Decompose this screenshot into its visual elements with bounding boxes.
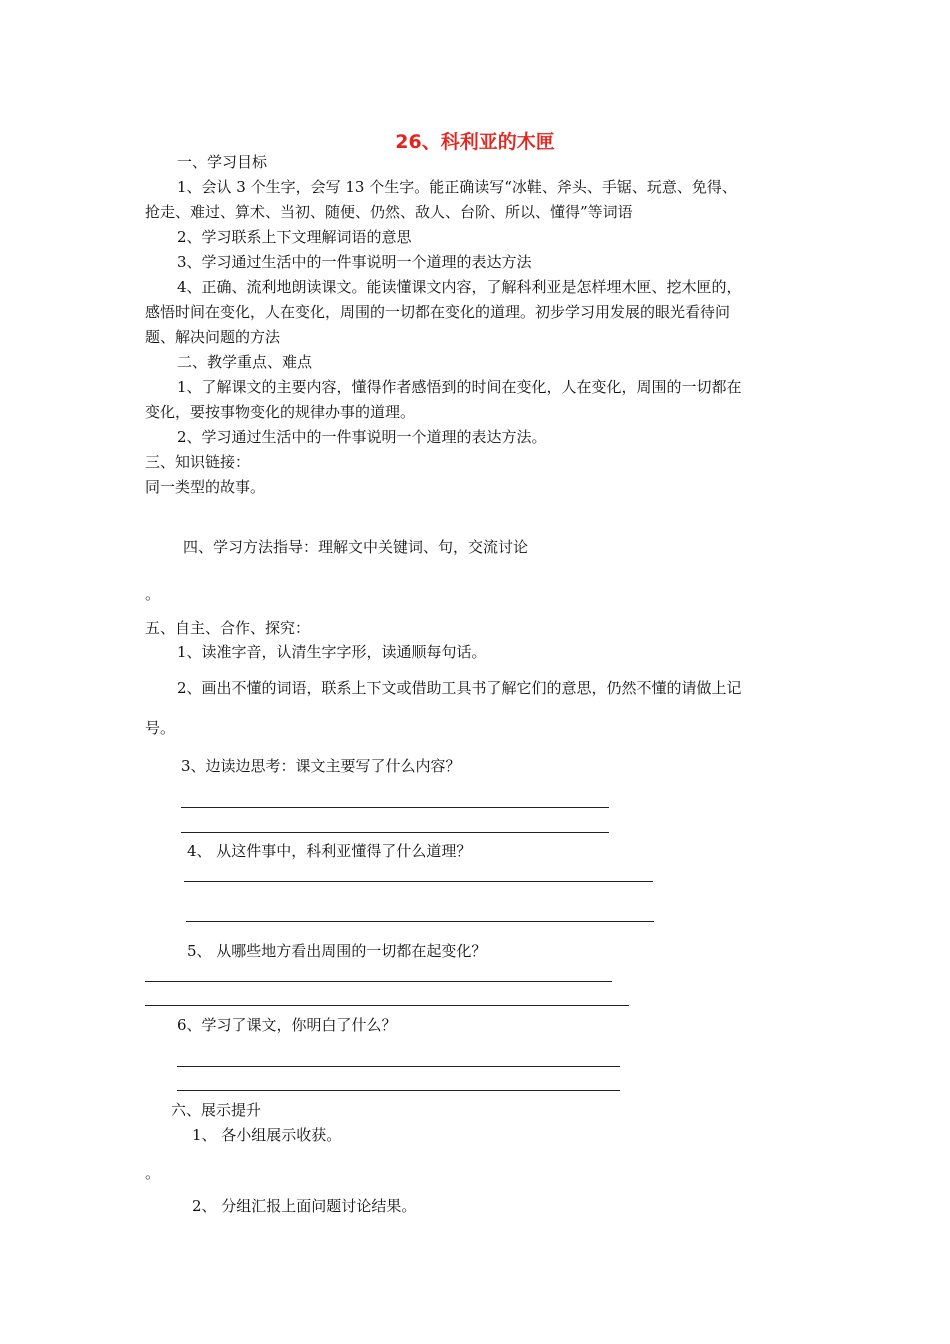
question-line: 2、画出不懂的词语，联系上下文或借助工具书了解它们的意思，仍然不懂的请做上记 — [177, 679, 742, 697]
question-line: 5、 从哪些地方看出周围的一切都在起变化？ — [187, 942, 487, 960]
answer-line — [177, 1066, 620, 1067]
question-line: 1、读准字音，认清生字字形，读通顺每句话。 — [177, 643, 487, 661]
section-heading-inquiry: 五、自主、合作、探究： — [145, 619, 311, 637]
paragraph-line: 3、学习通过生活中的一件事说明一个道理的表达方法 — [177, 253, 532, 271]
answer-line — [177, 1090, 620, 1091]
paragraph-line: 同一类型的故事。 — [145, 478, 266, 496]
paragraph-line: 2、 分组汇报上面问题讨论结果。 — [192, 1197, 417, 1215]
page-title: 26、科利亚的木匣 — [395, 131, 555, 153]
question-line: 6、学习了课文，你明白了什么？ — [177, 1016, 397, 1034]
paragraph-line: 变化，要按事物变化的规律办事的道理。 — [145, 403, 416, 421]
paragraph-line: 2、学习联系上下文理解词语的意思 — [177, 228, 412, 246]
paragraph-line: 。 — [145, 1164, 161, 1182]
section-heading-objectives: 一、学习目标 — [177, 153, 268, 171]
answer-line — [145, 1005, 629, 1006]
answer-line — [181, 807, 609, 808]
question-line: 4、 从这件事中，科利亚懂得了什么道理？ — [187, 842, 472, 860]
answer-line — [184, 881, 653, 882]
answer-line — [181, 832, 609, 833]
section-heading-presentation: 六、展示提升 — [171, 1101, 262, 1119]
paragraph-line: 1、了解课文的主要内容，懂得作者感悟到的时间在变化，人在变化，周围的一切都在 — [177, 378, 742, 396]
paragraph-line: 号。 — [145, 719, 176, 737]
paragraph-line: 4、正确、流利地朗读课文。能读懂课文内容，了解科利亚是怎样埋木匣、挖木匣的， — [177, 278, 742, 296]
paragraph-line: 2、学习通过生活中的一件事说明一个道理的表达方法。 — [177, 428, 547, 446]
section-heading-knowledge-link: 三、知识链接： — [145, 453, 251, 471]
question-line: 3、边读边思考：课文主要写了什么内容？ — [181, 757, 461, 775]
paragraph-line: 。 — [145, 585, 161, 603]
answer-line — [186, 921, 654, 922]
paragraph-line: 1、会认 3 个生字，会写 13 个生字。能正确读写“冰鞋、斧头、手锯、玩意、免得、 — [177, 178, 737, 196]
section-heading-method: 四、学习方法指导：理解文中关键词、句，交流讨论 — [183, 538, 529, 556]
section-heading-key-points: 二、教学重点、难点 — [177, 353, 313, 371]
paragraph-line: 感悟时间在变化，人在变化，周围的一切都在变化的道理。初步学习用发展的眼光看待问 — [145, 303, 731, 321]
paragraph-line: 1、 各小组展示收获。 — [192, 1126, 342, 1144]
answer-line — [145, 981, 612, 982]
paragraph-line: 抢走、难过、算术、当初、随便、仍然、敌人、台阶、所以、懂得”等词语 — [145, 203, 633, 221]
paragraph-line: 题、解决问题的方法 — [145, 328, 281, 346]
